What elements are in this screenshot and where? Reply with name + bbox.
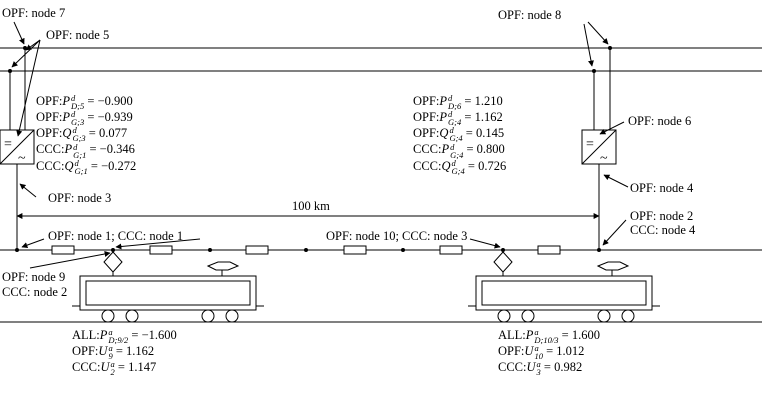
dc-symbol-right: = (586, 137, 594, 152)
equation-scripts (448, 110, 461, 126)
equation-superscript: d (73, 141, 78, 152)
right-train-icon (468, 250, 660, 322)
label-opf-node1-ccc-node1: OPF: node 1; CCC: node 1 (48, 229, 184, 243)
equation-row (498, 328, 600, 344)
left-converter-icon (0, 130, 34, 166)
equation-row (498, 344, 600, 360)
equation-subscript: 10 (534, 351, 543, 362)
equation-symbol: P (525, 328, 534, 342)
equation-subscript: G;3 (72, 133, 86, 144)
label-opf-node10-ccc-node3: OPF: node 10; CCC: node 3 (326, 229, 468, 243)
equation-row (413, 94, 506, 110)
label-ccc-node4: CCC: node 4 (630, 223, 696, 237)
left-train-icon (72, 250, 264, 322)
label-opf-node8: OPF: node 8 (498, 8, 562, 22)
equation-row (413, 142, 506, 158)
equation-prefix: CCC: (498, 360, 527, 375)
equation-prefix: ALL: (72, 328, 100, 342)
ac-symbol-left: ~ (18, 151, 26, 166)
equation-subscript: G;4 (449, 133, 463, 144)
equation-symbol: P (439, 110, 448, 125)
equation-row (36, 159, 136, 175)
node-6-dot (592, 69, 596, 73)
equation-superscript: d (72, 125, 77, 136)
node-3-4-dots (15, 248, 19, 252)
equation-value: = 1.162 (112, 344, 155, 359)
equation-subscript: 2 (110, 367, 115, 378)
equation-superscript: a (534, 343, 539, 354)
label-opf-node5: OPF: node 5 (46, 28, 110, 42)
equation-value: = 1.210 (461, 94, 503, 108)
equation-prefix: OPF: (72, 344, 99, 359)
equation-scripts (448, 94, 461, 110)
node-5-dot (8, 69, 12, 73)
equation-value: = −1.600 (128, 328, 177, 342)
equation-prefix: CCC: (72, 360, 101, 375)
label-distance: 100 km (292, 199, 330, 213)
equation-value: = 0.800 (463, 142, 505, 157)
equation-prefix: OPF: (36, 94, 63, 108)
equation-subscript: D;9/2 (108, 335, 129, 346)
equation-subscript: G;3 (71, 117, 85, 128)
equation-value: = 1.147 (114, 360, 157, 375)
equation-value: = 1.162 (461, 110, 503, 125)
equation-subscript: D;5 (71, 101, 85, 112)
equation-subscript: G;4 (448, 117, 462, 128)
equation-subscript: G;4 (451, 165, 465, 176)
node-8-dot (608, 46, 612, 50)
equation-superscript: d (450, 141, 455, 152)
equation-symbol: P (64, 142, 73, 157)
equation-prefix: CCC: (36, 142, 65, 157)
label-opf-node2: OPF: node 2 (630, 209, 694, 223)
equation-superscript: a (110, 359, 115, 370)
equation-row (36, 94, 136, 110)
catenary-mid-dot (304, 248, 308, 252)
equation-symbol: U (100, 360, 110, 375)
equation-symbol: P (62, 94, 71, 108)
equation-prefix: CCC: (413, 142, 442, 157)
equation-prefix: OPF: (413, 110, 440, 125)
equation-symbol: Q (441, 158, 451, 173)
equation-prefix: OPF: (36, 126, 63, 141)
equation-subscript: G;4 (450, 149, 464, 160)
equation-symbol: P (439, 94, 448, 108)
equation-prefix: OPF: (36, 110, 63, 125)
equation-subscript: G;1 (74, 165, 88, 176)
equation-scripts (71, 94, 84, 110)
equation-symbol: Q (64, 158, 74, 173)
equation-scripts (534, 344, 543, 360)
equation-scripts (108, 328, 128, 344)
equation-row (72, 344, 177, 360)
equation-scripts (75, 159, 88, 175)
equation-subscript: D;6 (448, 101, 462, 112)
equation-value: = −0.939 (84, 110, 133, 125)
equation-superscript: a (108, 327, 113, 338)
equation-scripts (449, 126, 462, 142)
equation-value: = 0.145 (462, 126, 505, 141)
equation-value: = 0.726 (464, 158, 507, 173)
equation-symbol: P (441, 142, 450, 157)
equation-superscript: d (451, 157, 456, 168)
equation-symbol: P (99, 328, 108, 342)
equation-row (72, 328, 177, 344)
equation-subscript: 3 (536, 367, 541, 378)
equation-superscript: d (449, 125, 454, 136)
equation-prefix: OPF: (498, 344, 525, 359)
equation-value: = 1.012 (542, 344, 585, 359)
equation-scripts (450, 143, 463, 159)
equation-superscript: d (71, 93, 76, 104)
label-opf-node6: OPF: node 6 (628, 114, 692, 128)
catenary-dot-a (208, 248, 212, 252)
equation-superscript: a (534, 327, 539, 338)
catenary-dot-b (401, 248, 405, 252)
equation-prefix: OPF: (413, 94, 440, 108)
equation-superscript: d (448, 93, 453, 104)
right-converter-icon (582, 130, 616, 166)
label-ccc-node2: CCC: node 2 (2, 285, 68, 299)
equation-row (413, 110, 506, 126)
equation-prefix: CCC: (413, 158, 442, 173)
equation-prefix: ALL: (498, 328, 526, 342)
equation-value: = −0.900 (84, 94, 133, 108)
train-left-values (72, 328, 177, 376)
equation-symbol: U (98, 344, 108, 359)
equation-scripts (71, 110, 84, 126)
equation-value: = 1.600 (558, 328, 600, 342)
equation-superscript: d (71, 109, 76, 120)
equation-superscript: d (448, 109, 453, 120)
equation-row (36, 142, 136, 158)
equation-row (413, 159, 506, 175)
equation-symbol: P (62, 110, 71, 125)
substation-right-values (413, 94, 506, 175)
equation-symbol: U (524, 344, 534, 359)
dc-symbol-left: = (4, 137, 12, 152)
equation-value: = −0.272 (87, 158, 137, 173)
equation-subscript: 9 (108, 351, 113, 362)
equation-symbol: Q (439, 126, 449, 141)
equation-subscript: G;1 (73, 149, 87, 160)
node-2-dot (597, 248, 601, 252)
label-opf-node4: OPF: node 4 (630, 181, 694, 195)
equation-subscript: D;10/3 (534, 335, 559, 346)
ac-symbol-right: ~ (600, 151, 608, 166)
equation-superscript: a (108, 343, 113, 354)
equation-superscript: d (74, 157, 79, 168)
equation-row (36, 126, 136, 142)
equation-row (36, 110, 136, 126)
equation-symbol: Q (62, 126, 72, 141)
equation-superscript: a (536, 359, 541, 370)
label-opf-node3: OPF: node 3 (48, 191, 112, 205)
label-opf-node9: OPF: node 9 (2, 270, 66, 284)
equation-scripts (73, 143, 86, 159)
equation-row (413, 126, 506, 142)
equation-value: = −0.346 (86, 142, 135, 157)
equation-prefix: OPF: (413, 126, 440, 141)
equation-scripts (534, 328, 558, 344)
label-opf-node7: OPF: node 7 (2, 6, 66, 20)
substation-left-values (36, 94, 136, 175)
train-right-values (498, 328, 600, 376)
equation-value: = 0.982 (540, 360, 583, 375)
equation-row (72, 360, 177, 376)
equation-symbol: U (526, 360, 536, 375)
equation-scripts (452, 159, 465, 175)
equation-prefix: CCC: (36, 158, 65, 173)
equation-scripts (72, 126, 85, 142)
equation-row (498, 360, 600, 376)
equation-value: = 0.077 (85, 126, 128, 141)
